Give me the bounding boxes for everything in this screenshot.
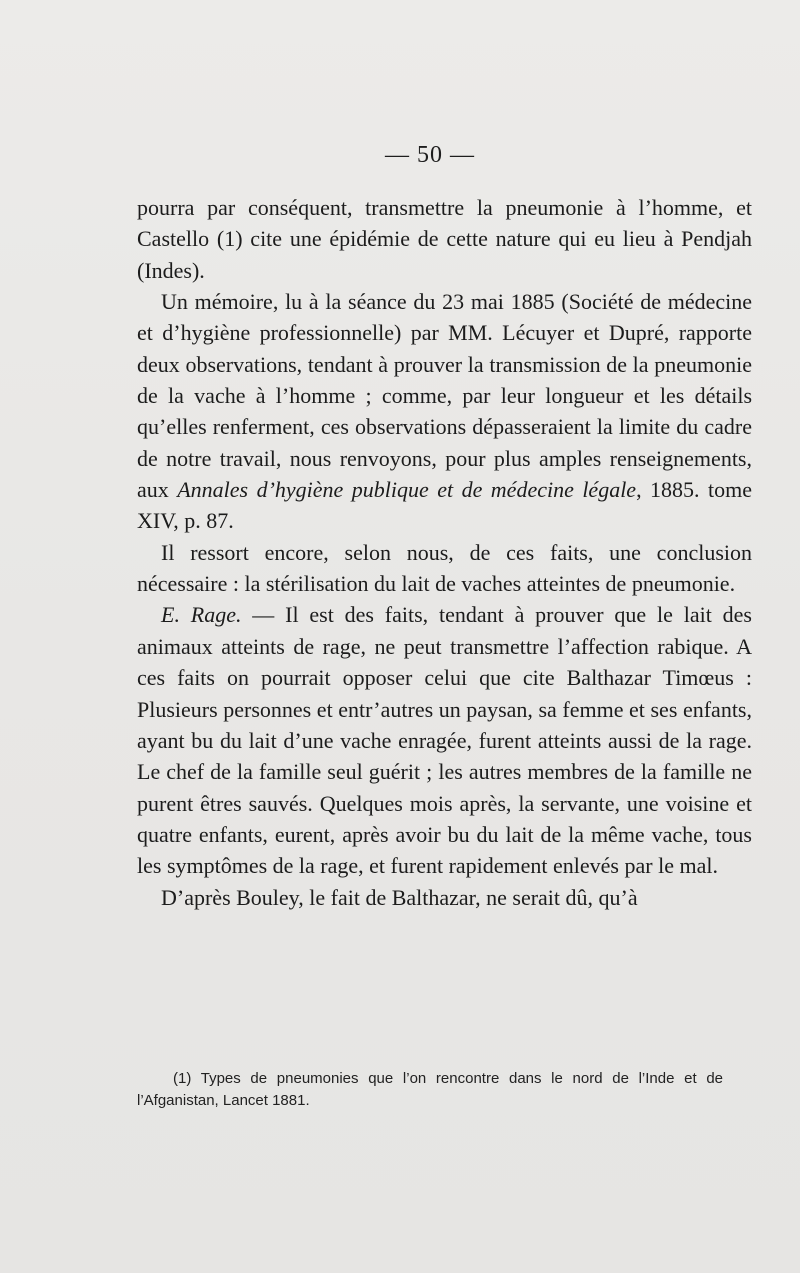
- paragraph-4: [137, 599, 752, 881]
- paragraph-2: [137, 286, 752, 537]
- section-heading: E. Rage.: [161, 602, 242, 628]
- paragraph-2-text: Un mémoire, lu à la séance du 23 mai 1885 (Société de médecine et d’hygiène professionnelle) par MM. Lécuyer et Dupré, rapporte deux observations, tendant à prouver la transmission de la pneumonie de la vache à l’homme ; comme, par leur longueur et les détails qu’elles renferment, ces observations dépasseraient la limite du cadre de notre travail, nous renvoyons, pour plus amples renseignements, aux: [137, 289, 752, 503]
- body-text: [137, 192, 752, 913]
- paragraph-2-reference: , 1885. tome XIV, p. 87.: [137, 477, 752, 534]
- paragraph-3: Il ressort encore, selon nous, de ces faits, une conclusion nécessaire : la stérilisation du lait de vaches atteintes de pneumonie.: [137, 539, 752, 597]
- page-number: — 50 —: [385, 142, 475, 168]
- journal-title: Annales d’hygiène publique et de médecine légale: [177, 477, 637, 503]
- footnote: (1) Types de pneumonies que l’on rencontre dans le nord de l’Inde et de l’Afganistan, Lancet 1881.: [137, 1070, 723, 1109]
- paragraph-5: D’après Bouley, le fait de Balthazar, ne serait dû, qu’à: [161, 884, 638, 910]
- paragraph-4-text: — Il est des faits, tendant à prouver que le lait des animaux atteints de rage, ne peut transmettre l’affection rabique. A ces faits on pourrait opposer celui que cite Balthazar Timœus : Plusieurs personnes et entr’autres un paysan, sa femme et ses enfants, ayant bu du lait d’une vache enragée, furent atteints aussi de la rage. Le chef de la famille seul guérit ; les autres membres de la famille ne purent êtres sauvés. Quelques mois après, la servante, une voisine et quatre enfants, eurent, après avoir bu du lait de la même vache, tous les symptômes de la rage, et furent rapidement enlevés par le mal.: [137, 602, 752, 879]
- paragraph-1: pourra par conséquent, transmettre la pneumonie à l’homme, et Castello (1) cite une épidémie de cette nature qui eu lieu à Pendjah (Indes).: [137, 195, 752, 283]
